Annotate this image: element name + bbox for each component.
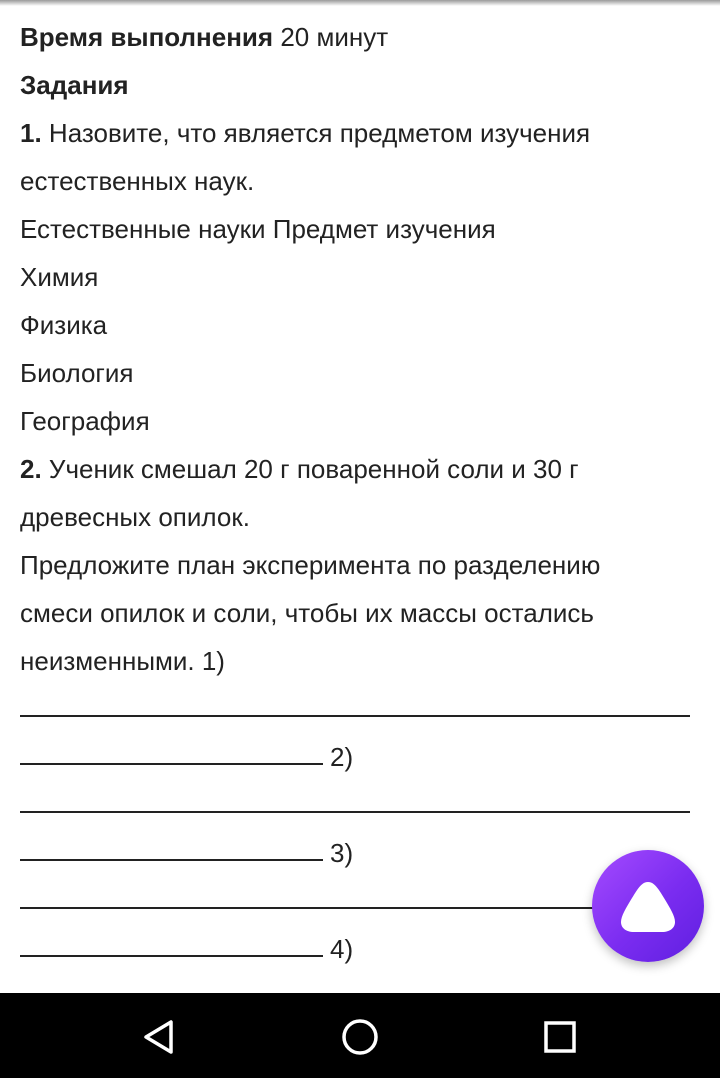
answer-underline — [20, 763, 323, 765]
home-circle-icon — [340, 1017, 380, 1057]
answer-blank-3 — [20, 781, 700, 829]
tasks-heading: Задания — [20, 70, 129, 100]
back-triangle-icon — [140, 1017, 180, 1057]
time-value: 20 минут — [280, 22, 389, 52]
task1-table-header: Естественные науки Предмет изучения — [20, 214, 496, 244]
science-biology: Биология — [20, 358, 134, 388]
answer-underline — [20, 907, 600, 909]
answer-blank-4 — [20, 829, 700, 877]
task2-line5: неизменными. 1) — [20, 646, 225, 676]
task2-line4: смеси опилок и соли, чтобы их массы остались — [20, 598, 594, 628]
step-label-3: 3) — [330, 838, 354, 868]
document-content — [20, 13, 700, 973]
task2-number: 2. — [20, 454, 42, 484]
task2-line3: Предложите план эксперимента по разделению — [20, 550, 601, 580]
answer-underline — [20, 859, 323, 861]
alice-assistant-icon — [618, 878, 678, 934]
task1-number: 1. — [20, 118, 42, 148]
top-shadow — [0, 0, 720, 6]
task1-line2: естественных наук. — [20, 166, 255, 196]
task2-line2: древесных опилок. — [20, 502, 250, 532]
science-geography: География — [20, 406, 150, 436]
recents-square-icon — [540, 1017, 580, 1057]
back-button[interactable] — [138, 1015, 182, 1059]
science-chemistry: Химия — [20, 262, 99, 292]
time-label: Время выполнения — [20, 22, 274, 52]
task1-text: Назовите, что является предметом изучения — [48, 118, 591, 148]
time-line — [20, 13, 700, 61]
system-navigation-bar — [0, 993, 720, 1078]
answer-underline — [20, 955, 323, 957]
answer-underline — [20, 811, 690, 813]
recents-button[interactable] — [538, 1015, 582, 1059]
task1-line1 — [20, 109, 700, 157]
task2-line1 — [20, 445, 700, 493]
answer-blank-1 — [20, 685, 700, 733]
alice-assistant-button[interactable] — [592, 850, 704, 962]
science-physics: Физика — [20, 310, 108, 340]
step-label-4: 4) — [330, 934, 354, 964]
answer-underline — [20, 715, 690, 717]
answer-blank-2 — [20, 733, 700, 781]
step-label-2: 2) — [330, 742, 354, 772]
home-button[interactable] — [338, 1015, 382, 1059]
task2-text: Ученик смешал 20 г поваренной соли и 30 г — [48, 454, 579, 484]
